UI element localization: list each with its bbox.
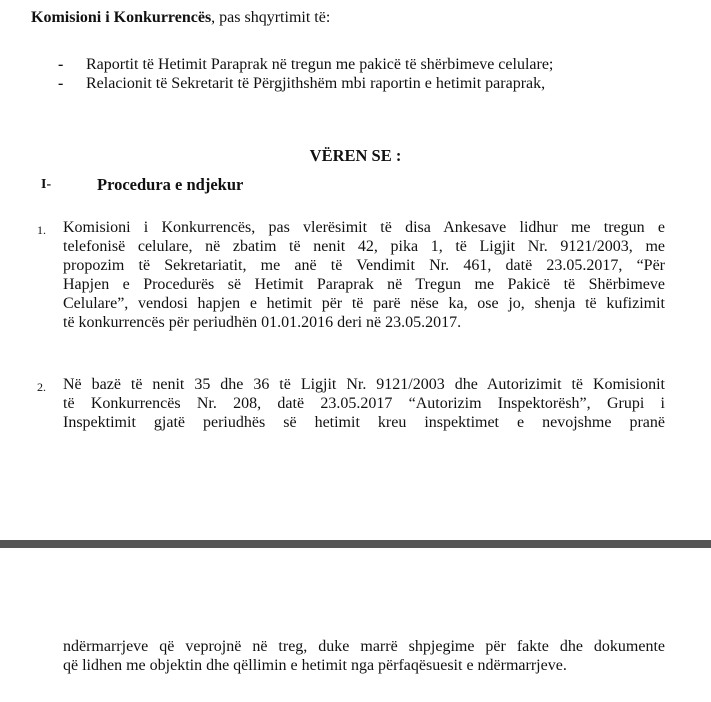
bullet-item: Relacionit të Sekretarit të Përgjithshëm mbi raportin e hetimit paraprak, (86, 75, 546, 92)
intro-bold: Komisioni i Konkurrencës (31, 9, 212, 26)
paragraph-line: të konkurrencës për periudhën 01.01.2016 deri në 23.05.2017. (63, 314, 462, 331)
intro-line (31, 9, 330, 27)
page-break-divider (0, 540, 711, 548)
bullet-marker: - (58, 75, 64, 92)
paragraph-number: 2. (37, 380, 46, 394)
paragraph-number: 1. (37, 223, 46, 237)
paragraph-2-continuation (63, 637, 665, 675)
section-number: I- (41, 177, 52, 192)
paragraph-line: Në bazë të nenit 35 dhe 36 të Ligjit Nr. 9121/2003 dhe Autorizimit të Komisionit (63, 376, 665, 393)
paragraph-line: që lidhen me objektin dhe qëllimin e hetimit nga përfaqësuesit e ndërmarrjeve. (63, 657, 567, 674)
paragraph-line: Hapjen e Procedurës së Hetimit Paraprak në Tregun me Pakicë të Shërbimeve (63, 276, 665, 293)
intro-rest: , pas shqyrtimit të: (211, 9, 331, 26)
paragraph-line: Komisioni i Konkurrencës, pas vlerësimit të disa Ankesave lidhur me tregun e (63, 219, 665, 236)
paragraph-1 (63, 218, 665, 332)
bullet-marker: - (58, 56, 64, 73)
paragraph-2 (63, 375, 665, 432)
paragraph-line: Inspektimit gjatë periudhës së hetimit kreu inspektimet e nevojshme pranë (63, 414, 665, 431)
document-heading: VËREN SE : (309, 146, 402, 165)
section-title: Procedura e ndjekur (97, 175, 244, 194)
paragraph-line: Celulare”, vendosi hapjen e hetimit për të parë nëse ka, ose jo, shenja të kufizimit (63, 295, 665, 312)
paragraph-line: telefonisë celulare, në zbatim të nenit 42, pika 1, të Ligjit Nr. 9121/2003, me (63, 238, 665, 255)
paragraph-line: propozim të Sekretariatit, me anë të Vendimit Nr. 461, datë 23.05.2017, “Për (63, 257, 665, 274)
paragraph-line: të Konkurrencës Nr. 208, datë 23.05.2017 “Autorizim Inspektorësh”, Grupi i (63, 395, 665, 412)
paragraph-line: ndërmarrjeve që veprojnë në treg, duke marrë shpjegime për fakte dhe dokumente (63, 638, 665, 655)
bullet-item: Raportit të Hetimit Paraprak në tregun me pakicë të shërbimeve celulare; (86, 56, 554, 73)
